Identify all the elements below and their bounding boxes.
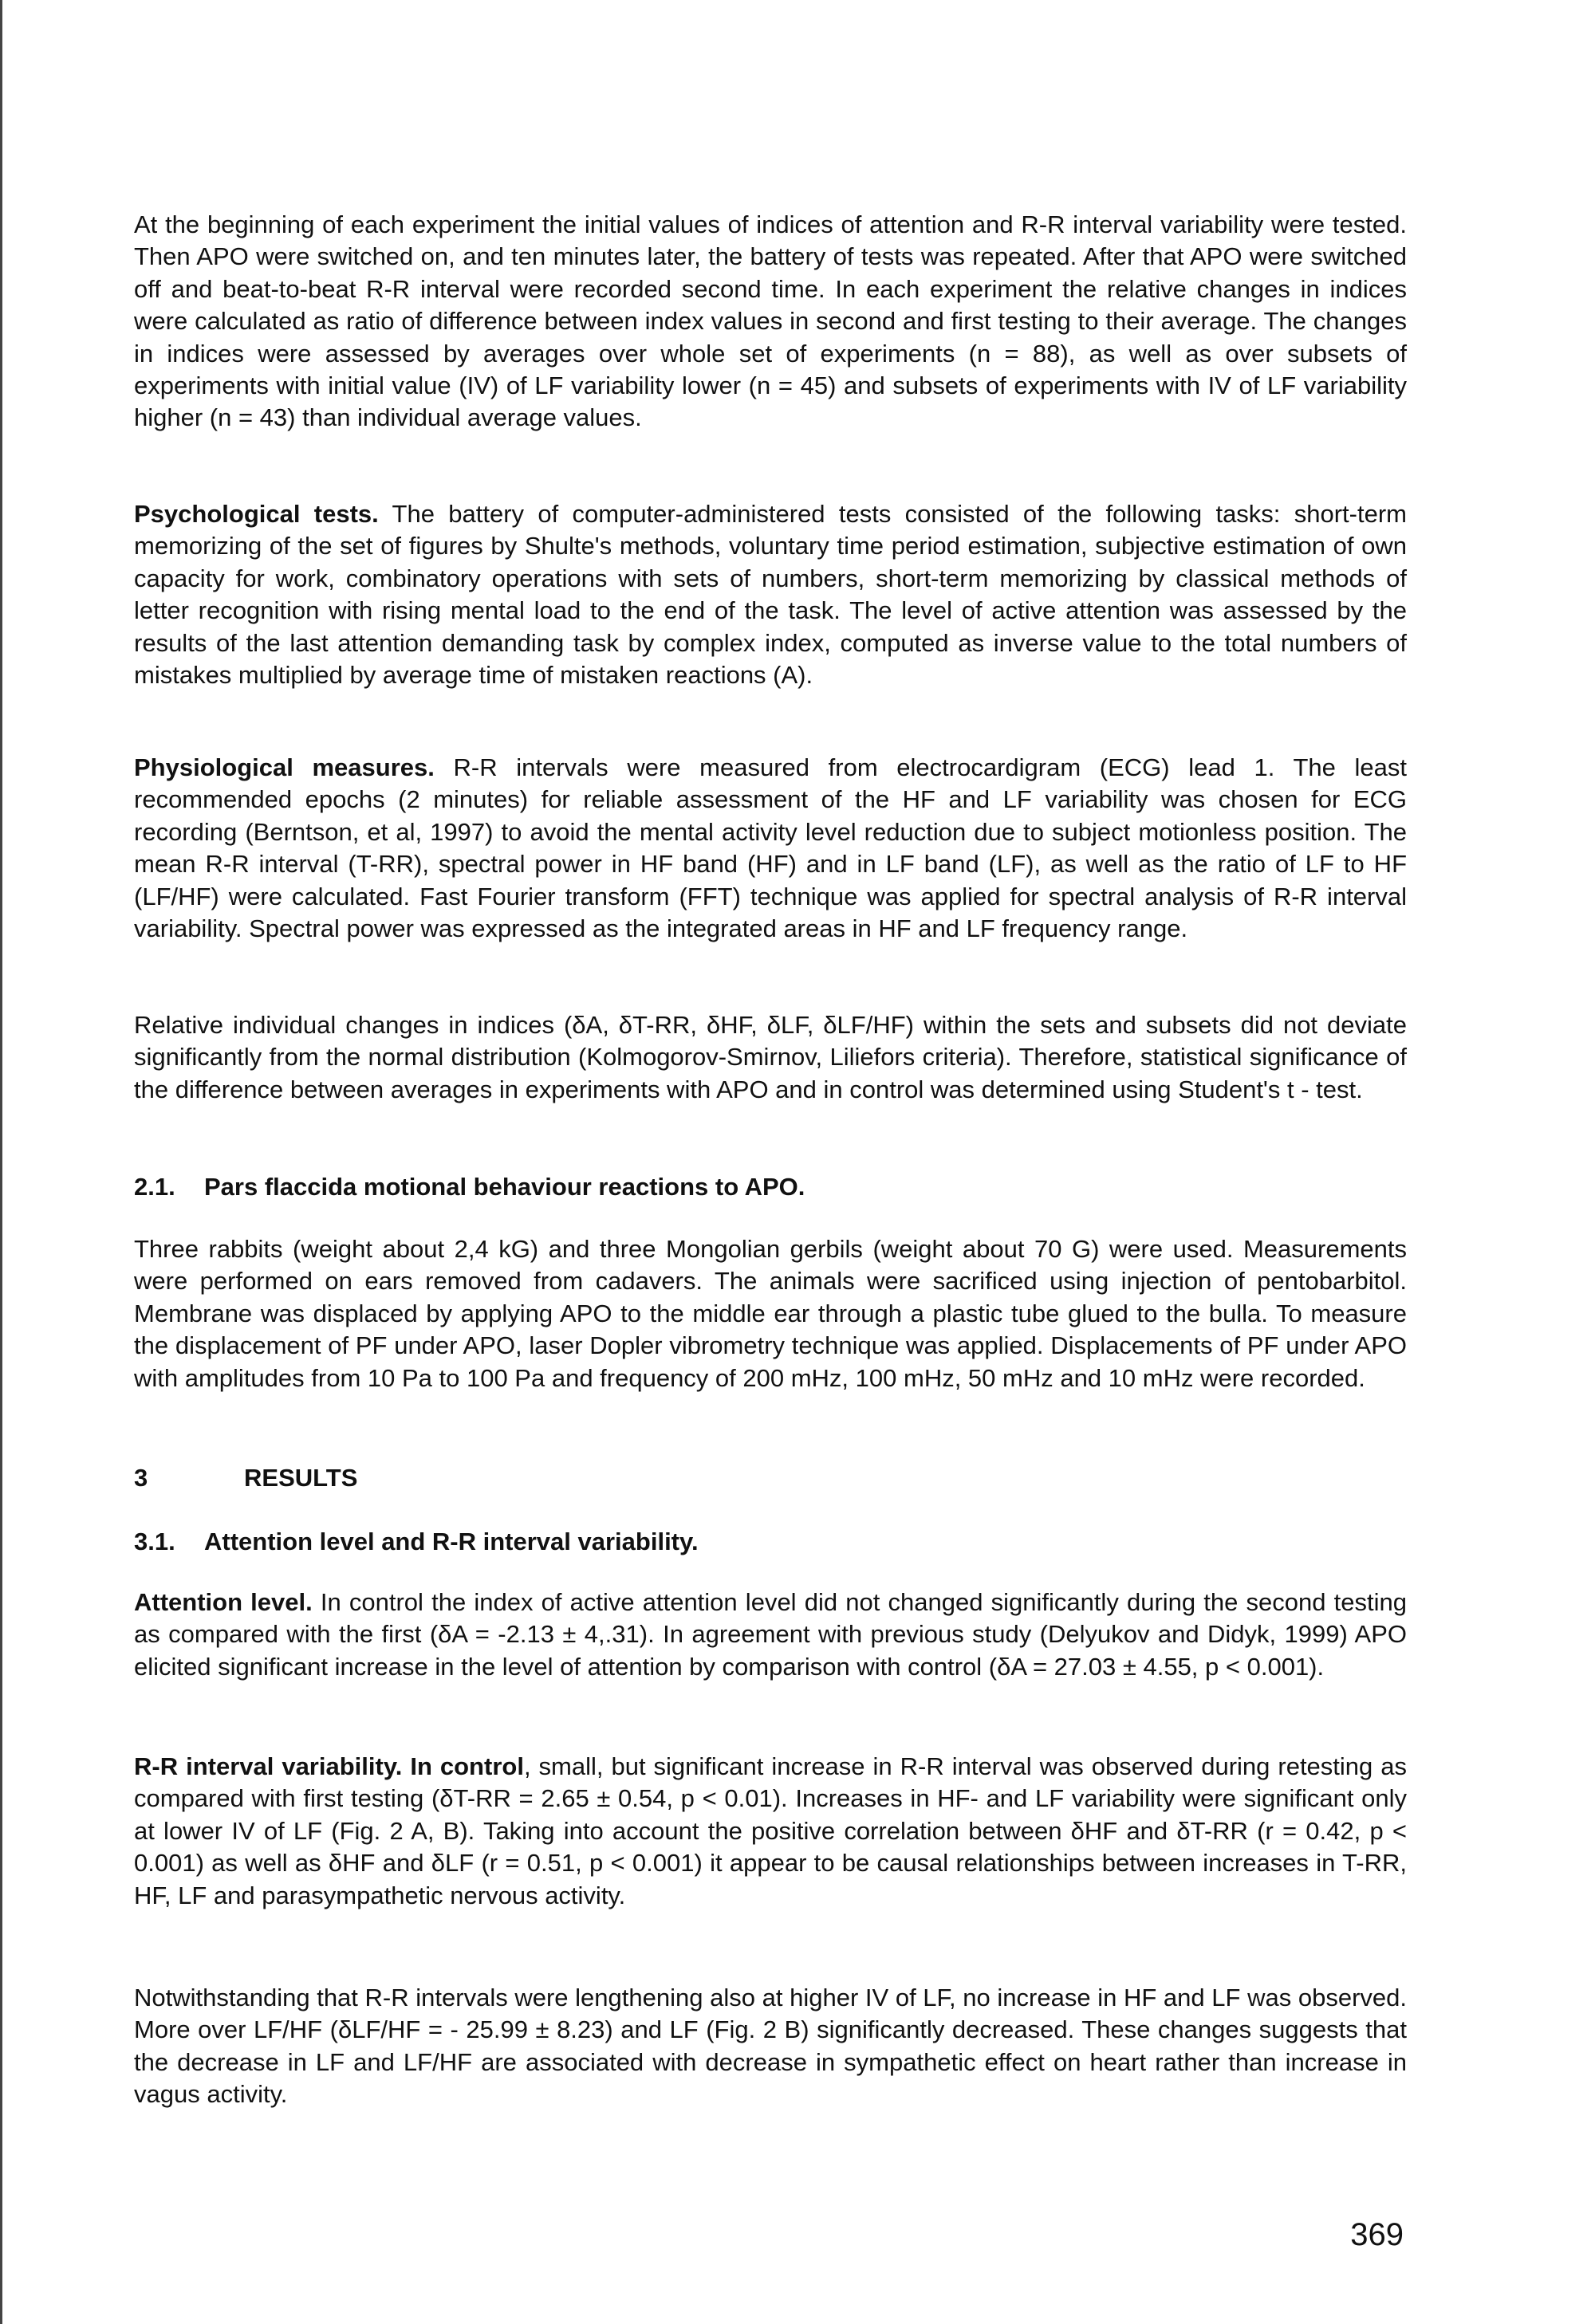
section-number: 3 — [134, 1464, 148, 1492]
section-heading-3 — [134, 1462, 357, 1494]
section-title: Attention level and R-R interval variability. — [204, 1528, 699, 1555]
paragraph-attention-level — [134, 1587, 1407, 1683]
paragraph-pars-flaccida-methods: Three rabbits (weight about 2,4 kG) and three Mongolian gerbils (weight about 70 G) were used. Measurements were performed on ears removed from cadavers. The animals were sacrificed using injection of pentobarbitol. Membrane was displaced by applying APO to the middle ear through a plastic tube glued to the bulla. To measure the displacement of PF under APO, laser Dopler vibrometry technique was applied. Displacements of PF under APO with amplitudes from 10 Pa to 100 Pa and frequency of 200 mHz, 100 mHz, 50 mHz and 10 mHz were recorded. — [134, 1235, 1407, 1392]
paragraph-text: , small, but significant increase in R-R interval was observed during retesting as compared with first testing (δT-RR = 2.65 ± 0.54, p < 0.01). Increases in HF- and LF variability were significant only at lower IV of LF (Fig. 2 A, B). Taking into account the positive correlation between δHF and δT-RR (r = 0.42, p < 0.001) as well as δHF and δLF (r = 0.51, p < 0.001) it appear to be causal relationships between increases in T-RR, HF, LF and parasympathetic nervous activity. — [134, 1752, 1407, 1909]
paragraph-lead: R-R interval variability. In control — [134, 1752, 524, 1780]
section-heading-2-1 — [134, 1171, 805, 1203]
paragraph-text: The battery of computer-administered tests consisted of the following tasks: short-term memorizing of the set of figures by Shulte's methods, voluntary time period estimation, subjective estimation of own capacity for work, combinatory operations with sets of numbers, short-term memorizing by classical methods of letter recognition with rising mental load to the end of the task. The level of active attention was assessed by the results of the last attention demanding task by complex index, computed as inverse value to the total numbers of mistakes multiplied by average time of mistaken reactions (A). — [134, 500, 1407, 690]
section-heading-3-1 — [134, 1526, 699, 1558]
page-number: 369 — [1350, 2217, 1404, 2252]
scan-edge-line — [0, 0, 2, 2324]
paragraph-lead: Physiological measures. — [134, 753, 435, 781]
paragraph-text: R-R intervals were measured from electrocardigram (ECG) lead 1. The least recommended epochs (2 minutes) for reliable assessment of the HF and LF variability was chosen for ECG recording (Berntson, et al, 1997) to avoid the mental activity level reduction due to subject motionless position. The mean R-R interval (T-RR), spectral power in HF band (HF) and in LF band (LF), as well as the ratio of LF to HF (LF/HF) were calculated. Fast Fourier transform (FFT) technique was applied for spectral analysis of R-R interval variability. Spectral power was expressed as the integrated areas in HF and LF frequency range. — [134, 753, 1407, 943]
paragraph-lead: Psychological tests. — [134, 500, 379, 528]
paragraph-rr-variability — [134, 1751, 1407, 1912]
paragraph-notwithstanding: Notwithstanding that R-R intervals were lengthening also at higher IV of LF, no increase in HF and LF was observed. More over LF/HF (δLF/HF = - 25.99 ± 8.23) and LF (Fig. 2 B) significantly decreased. These changes suggests that the decrease in LF and LF/HF are associated with decrease in sympathetic effect on heart rather than increase in vagus activity. — [134, 1984, 1407, 2109]
section-number: 3.1. — [134, 1528, 175, 1555]
paragraph-physiological-measures — [134, 752, 1407, 945]
section-number: 2.1. — [134, 1173, 175, 1201]
paragraph-psychological-tests — [134, 498, 1407, 691]
paragraph-text: In control the index of active attention level did not changed significantly during the second testing as compared with the first (δA = -2.13 ± 4,.31). In agreement with previous study (Delyukov and Didyk, 1999) APO elicited significant increase in the level of attention by comparison with control (δA = 27.03 ± 4.55, p < 0.001). — [134, 1588, 1407, 1681]
section-title: Pars flaccida motional behaviour reactions to APO. — [204, 1173, 805, 1201]
paragraph-statistics: Relative individual changes in indices (δA, δT-RR, δHF, δLF, δLF/HF) within the sets and subsets did not deviate significantly from the normal distribution (Kolmogorov-Smirnov, Liliefors criteria). Therefore, statistical significance of the difference between averages in experiments with APO and in control was determined using Student's t - test. — [134, 1011, 1407, 1103]
paragraph-lead: Attention level. — [134, 1588, 313, 1616]
section-title: RESULTS — [244, 1464, 358, 1492]
paragraph-procedure: At the beginning of each experiment the initial values of indices of attention and R-R interval variability were tested. Then APO were switched on, and ten minutes later, the battery of tests was repeated. After that APO were switched off and beat-to-beat R-R interval were recorded second time. In each experiment the relative changes in indices were calculated as ratio of difference between index values in second and first testing to their average. The changes in indices were assessed by averages over whole set of experiments (n = 88), as well as over subsets of experiments with initial value (IV) of LF variability lower (n = 45) and subsets of experiments with IV of LF variability higher (n = 43) than individual average values. — [134, 210, 1407, 432]
